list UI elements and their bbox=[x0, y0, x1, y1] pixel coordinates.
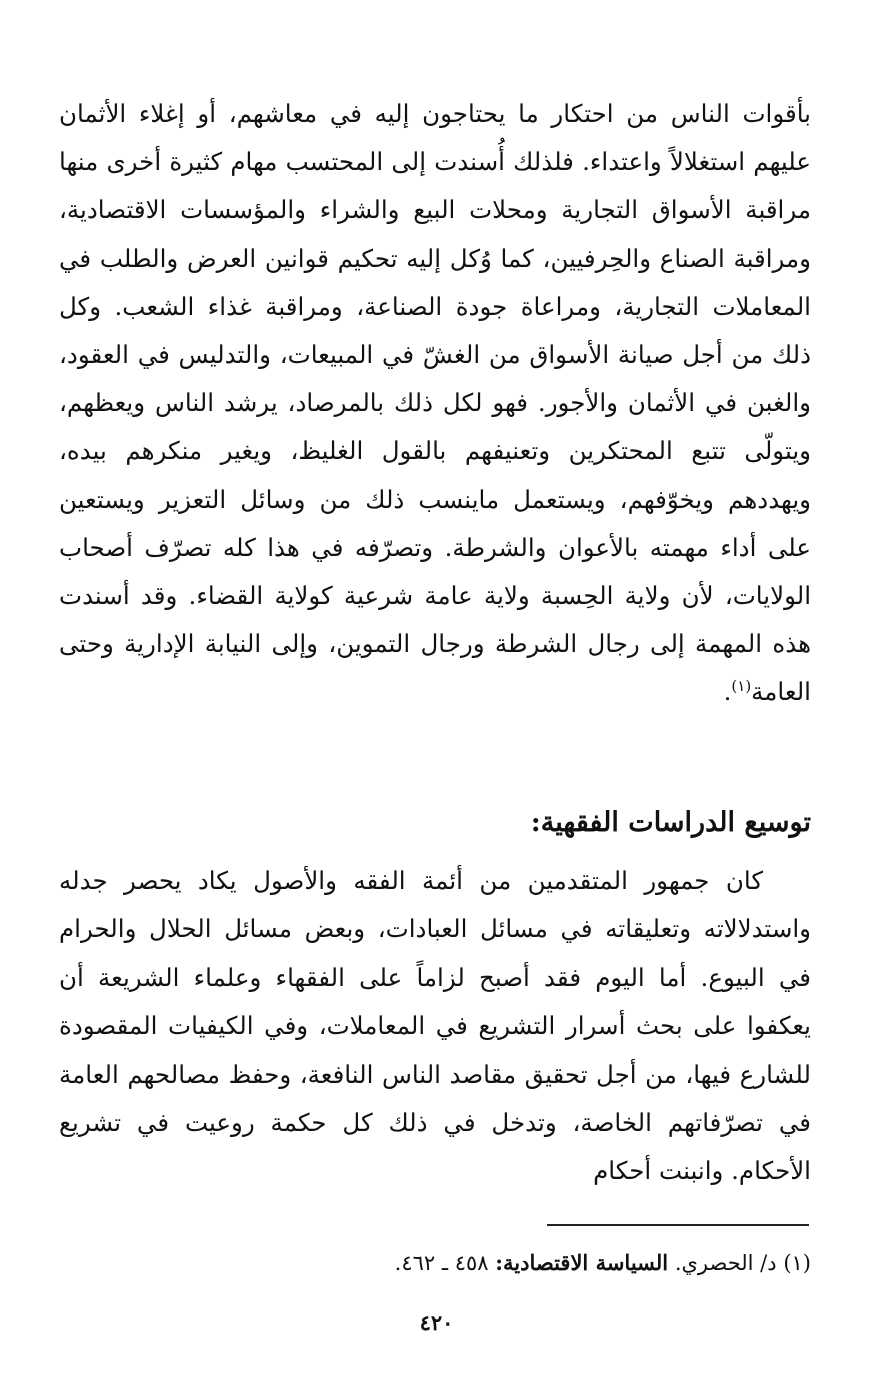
footnote bbox=[59, 1245, 811, 1281]
footnote-pages: ٤٥٨ ـ ٤٦٢. bbox=[394, 1251, 489, 1275]
page-number: ٤٢٠ bbox=[419, 1310, 454, 1335]
footnote-reference: (١) bbox=[731, 677, 752, 696]
footnote-title: السياسة الاقتصادية: bbox=[495, 1250, 669, 1275]
body-paragraph bbox=[59, 90, 811, 717]
footnote-author: د/ الحصري. bbox=[674, 1251, 777, 1275]
section-heading: توسيع الدراسات الفقهية: bbox=[530, 807, 811, 838]
body-paragraph-2: كان جمهور المتقدمين من أئمة الفقه والأصول يكاد يحصر جدله واستدلالاته وتعليقاته في مسائل العبادات، وبعض مسائل الحلال والحرام في البيوع. أما اليوم فقد أصبح لزاماً على الفقهاء وعلماء الشريعة أن يعكفوا على بحث أسرار التشريع في المعاملات، وفي الكيفيات المقصودة للشارع فيها، من أجل تحقيق مقاصد الناس النافعة، وحفظ مصالحهم العامة في تصرّفاتهم الخاصة، وتدخل في ذلك كل حكمة روعيت في تشريع الأحكام. وانبنت أحكام bbox=[59, 866, 811, 1186]
footnote-separator bbox=[547, 1224, 809, 1226]
footnote-number: (١) bbox=[783, 1251, 811, 1275]
paragraph-end-punctuation: . bbox=[723, 677, 732, 707]
paragraph-text: بأقوات الناس من احتكار ما يحتاجون إليه في معاشهم، أو إغلاء الأثمان عليهم استغلالاً واعتداء. فلذلك أُسندت إلى المحتسب مهام كثيرة أخرى منها مراقبة الأسواق التجارية ومحلات البيع والشراء والمؤسسات الاقتصادية، ومراقبة الصناع والحِرفيين، كما وُكل إليه تحكيم قوانين العرض والطلب في المعاملات التجارية، ومراعاة جودة الصناعة، ومراقبة غذاء الشعب. وكل ذلك من أجل صيانة الأسواق من الغشّ في المبيعات، والتدليس في العقود، والغبن في الأثمان والأجور. فهو لكل ذلك بالمرصاد، يرشد الناس ويعظهم، ويتولّى تتبع المحتكرين وتعنيفهم بالقول الغليظ، ويغير منكرهم بيده، ويهددهم ويخوّفهم، ويستعمل ماينسب ذلك من وسائل التعزير ويستعين على أداء مهمته بالأعوان والشرطة. وتصرّفه في هذا كله تصرّف أصحاب الولايات، لأن ولاية الحِسبة ولاية عامة شرعية كولاية القضاء. وقد أسندت هذه المهمة إلى رجال الشرطة ورجال التموين، وإلى النيابة الإدارية وحتى العامة bbox=[59, 99, 812, 707]
